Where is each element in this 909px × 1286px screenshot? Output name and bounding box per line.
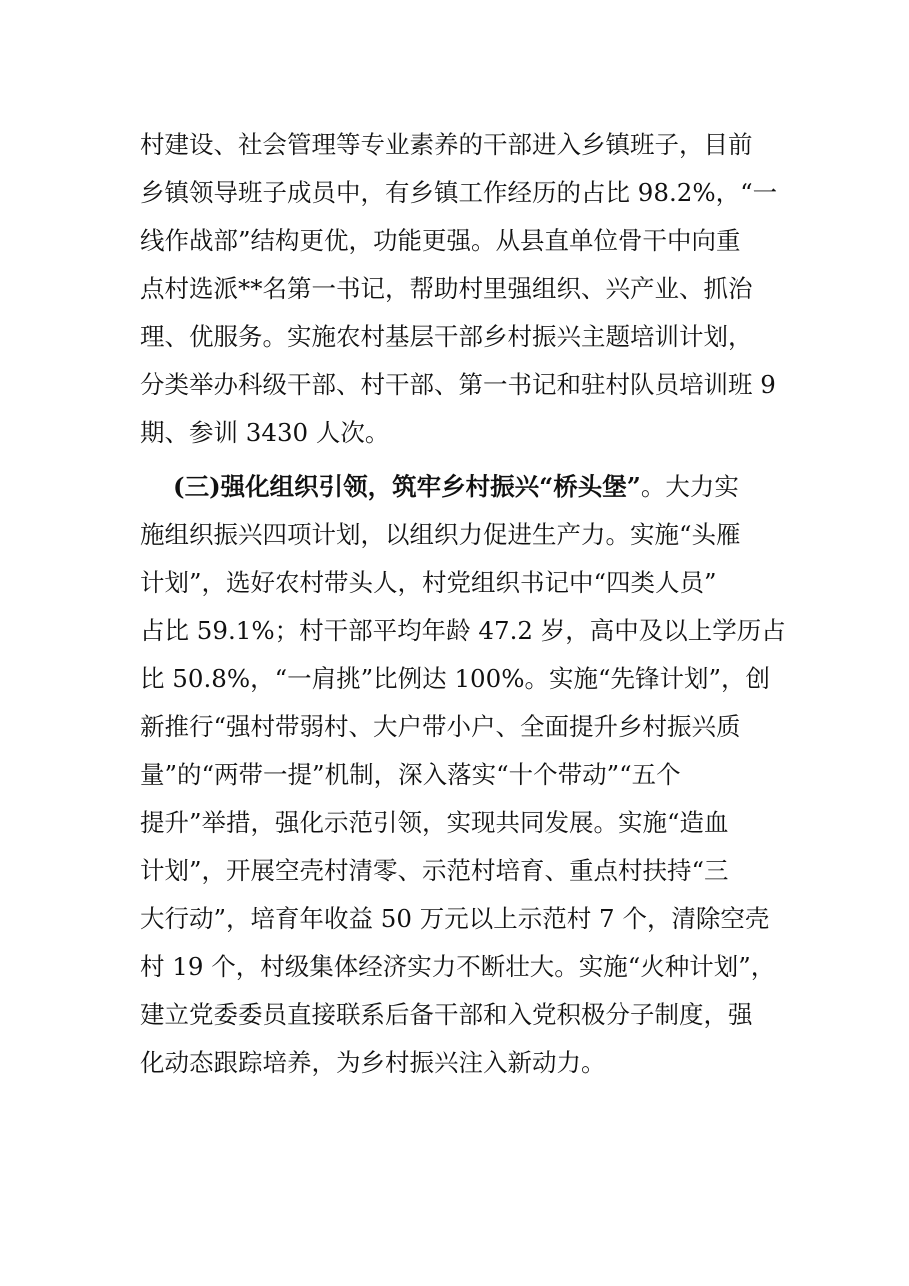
section-heading-continuation: 。大力实 (640, 472, 739, 501)
paragraph-line: 新推行“强村带弱村、大户带小户、全面提升乡村振兴质 (140, 712, 741, 741)
section-heading: (三)强化组织引领，筑牢乡村振兴“桥头堡” (173, 472, 641, 501)
paragraph-line: 线作战部”结构更优，功能更强。从县直单位骨干中向重 (140, 226, 741, 255)
paragraph-line: 点村选派**名第一书记，帮助村里强组织、兴产业、抓治 (140, 274, 753, 303)
paragraph-line: 量”的“两带一提”机制，深入落实“十个带动”“五个 (140, 760, 681, 789)
paragraph-line: 理、优服务。实施农村基层干部乡村振兴主题培训计划， (140, 322, 753, 351)
paragraph-line: 施组织振兴四项计划，以组织力促进生产力。实施“头雁 (140, 520, 741, 549)
paragraph-line: 期、参训 3430 人次。 (140, 418, 390, 447)
paragraph-line: 大行动”，培育年收益 50 万元以上示范村 7 个，清除空壳 (140, 904, 770, 933)
paragraph-line: 化动态跟踪培养，为乡村振兴注入新动力。 (140, 1048, 606, 1077)
paragraph-line: 建立党委委员直接联系后备干部和入党积极分子制度，强 (140, 1000, 753, 1029)
paragraph-line: 提升”举措，强化示范引领，实现共同发展。实施“造血 (140, 808, 729, 837)
paragraph-line: 村建设、社会管理等专业素养的干部进入乡镇班子，目前 (140, 130, 753, 159)
paragraph-line: 村 19 个，村级集体经济实力不断壮大。实施“火种计划”， (140, 952, 776, 981)
paragraph-line: 比 50.8%，“一肩挑”比例达 100%。实施“先锋计划”，创 (140, 664, 771, 693)
section-heading-line (173, 471, 739, 503)
paragraph-line: 计划”，选好农村带头人，村党组织书记中“四类人员” (140, 568, 717, 597)
paragraph-line: 乡镇领导班子成员中，有乡镇工作经历的占比 98.2%，“一 (140, 178, 778, 207)
paragraph-line: 计划”，开展空壳村清零、示范村培育、重点村扶持“三 (140, 856, 729, 885)
paragraph-line: 分类举办科级干部、村干部、第一书记和驻村队员培训班 9 (140, 370, 776, 399)
paragraph-line: 占比 59.1%；村干部平均年龄 47.2 岁，高中及以上学历占 (140, 616, 786, 645)
